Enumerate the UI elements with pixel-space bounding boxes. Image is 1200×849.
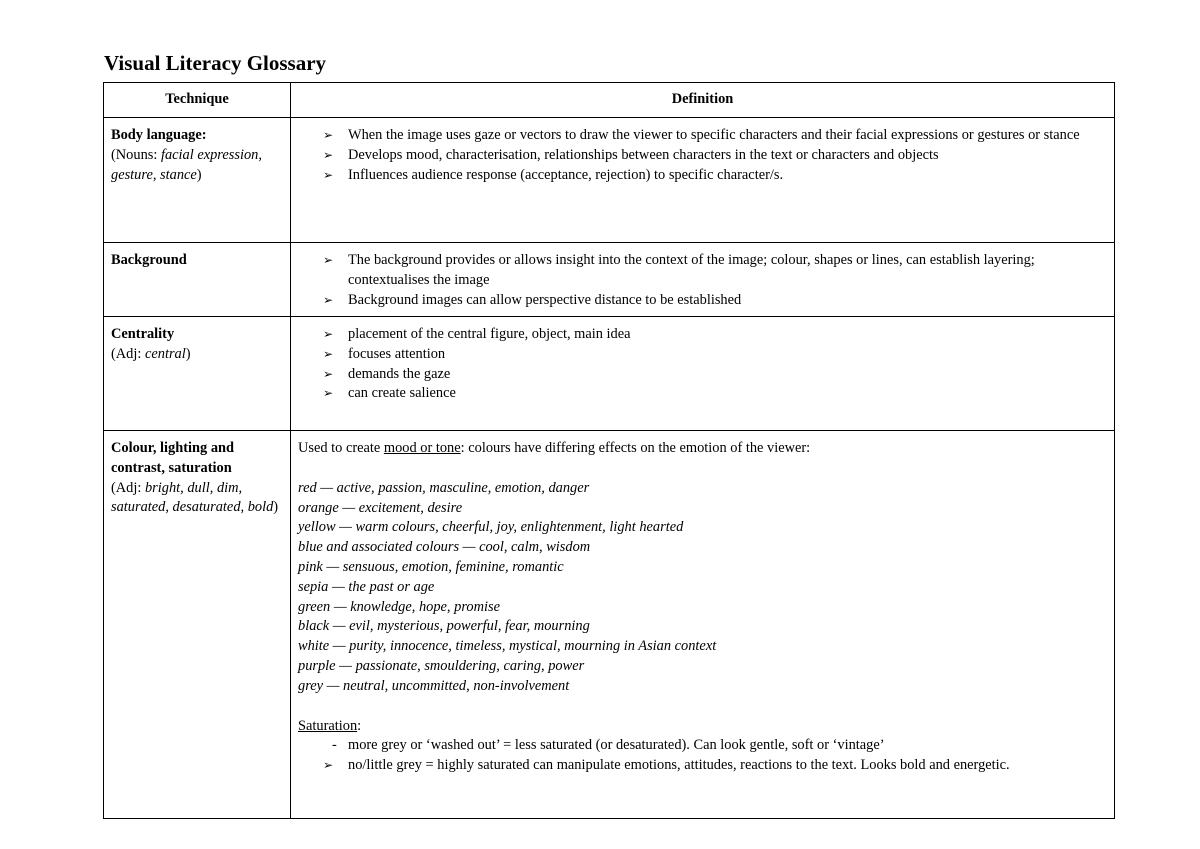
- technique-note: (Adj: central): [111, 345, 191, 362]
- colour-item: white — purity, innocence, timeless, mystical, mourning in Asian context: [298, 638, 717, 655]
- header-technique: Technique: [104, 83, 291, 118]
- colour-item: purple — passionate, smouldering, caring, power: [298, 657, 585, 674]
- definition-cell: [291, 118, 1115, 243]
- colour-item: red — active, passion, masculine, emotion, danger: [298, 479, 590, 496]
- definition-list: [298, 251, 1104, 310]
- definition-list: [298, 325, 1104, 404]
- table-row: [104, 431, 1115, 819]
- colour-list: [298, 479, 1104, 697]
- list-item: ➢ Background images can allow perspective distance to be established: [298, 291, 1104, 311]
- definition-cell: [291, 243, 1115, 317]
- definition-cell: [291, 431, 1115, 819]
- definition-cell: [291, 317, 1115, 431]
- list-item: ➢ focuses attention: [298, 345, 1104, 365]
- technique-term: Background: [111, 252, 187, 268]
- list-item: ➢ Develops mood, characterisation, relationships between characters in the text or characters and objects: [298, 146, 1104, 166]
- list-item: ➢ no/little grey = highly saturated can manipulate emotions, attitudes, reactions to the text. Looks bold and energetic.: [298, 756, 1104, 776]
- technique-note: (Adj: bright, dull, dim, saturated, desaturated, bold): [111, 479, 279, 516]
- colour-item: yellow — warm colours, cheerful, joy, enlightenment, light hearted: [298, 519, 684, 536]
- technique-cell: [104, 317, 291, 431]
- colour-item: blue and associated colours — cool, calm, wisdom: [298, 539, 591, 556]
- definition-list: [298, 126, 1104, 185]
- colour-item: grey — neutral, uncommitted, non-involvement: [298, 677, 570, 694]
- list-item: ➢ The background provides or allows insight into the context of the image; colour, shapes or lines, can establish layering; contextualises the image: [298, 251, 1104, 291]
- list-item: ➢ When the image uses gaze or vectors to draw the viewer to specific characters and their facial expressions or gestures or stance: [298, 126, 1104, 146]
- technique-term: Colour, lighting and contrast, saturation: [111, 440, 235, 476]
- colour-item: pink — sensuous, emotion, feminine, romantic: [298, 558, 564, 575]
- table-row: [104, 317, 1115, 431]
- technique-cell: [104, 431, 291, 819]
- page-title: Visual Literacy Glossary: [104, 51, 327, 75]
- table-row: [104, 243, 1115, 317]
- technique-cell: [104, 118, 291, 243]
- colour-intro: Used to create mood or tone: colours have differing effects on the emotion of the viewer:: [298, 440, 811, 456]
- table-row: [104, 118, 1115, 243]
- list-item: ➢ can create salience: [298, 384, 1104, 404]
- list-item: - more grey or ‘washed out’ = less saturated (or desaturated). Can look gentle, soft or ‘vintage’: [298, 736, 1104, 756]
- list-item: ➢ demands the gaze: [298, 365, 1104, 385]
- technique-term: Centrality: [111, 326, 175, 342]
- header-definition: Definition: [291, 83, 1115, 118]
- technique-term: Body language:: [111, 127, 207, 143]
- colour-item: orange — excitement, desire: [298, 499, 463, 516]
- technique-cell: [104, 243, 291, 317]
- glossary-table: [103, 82, 1115, 819]
- saturation-heading: Saturation:: [298, 717, 362, 734]
- table-header-row: [104, 83, 1115, 118]
- list-item: ➢ Influences audience response (acceptance, rejection) to specific character/s.: [298, 166, 1104, 186]
- technique-note: (Nouns: facial expression, gesture, stance): [111, 146, 262, 183]
- colour-item: green — knowledge, hope, promise: [298, 598, 500, 615]
- colour-item: sepia — the past or age: [298, 578, 435, 595]
- list-item: ➢ placement of the central figure, object, main idea: [298, 325, 1104, 345]
- saturation-list: [298, 736, 1104, 776]
- colour-item: black — evil, mysterious, powerful, fear, mourning: [298, 618, 590, 635]
